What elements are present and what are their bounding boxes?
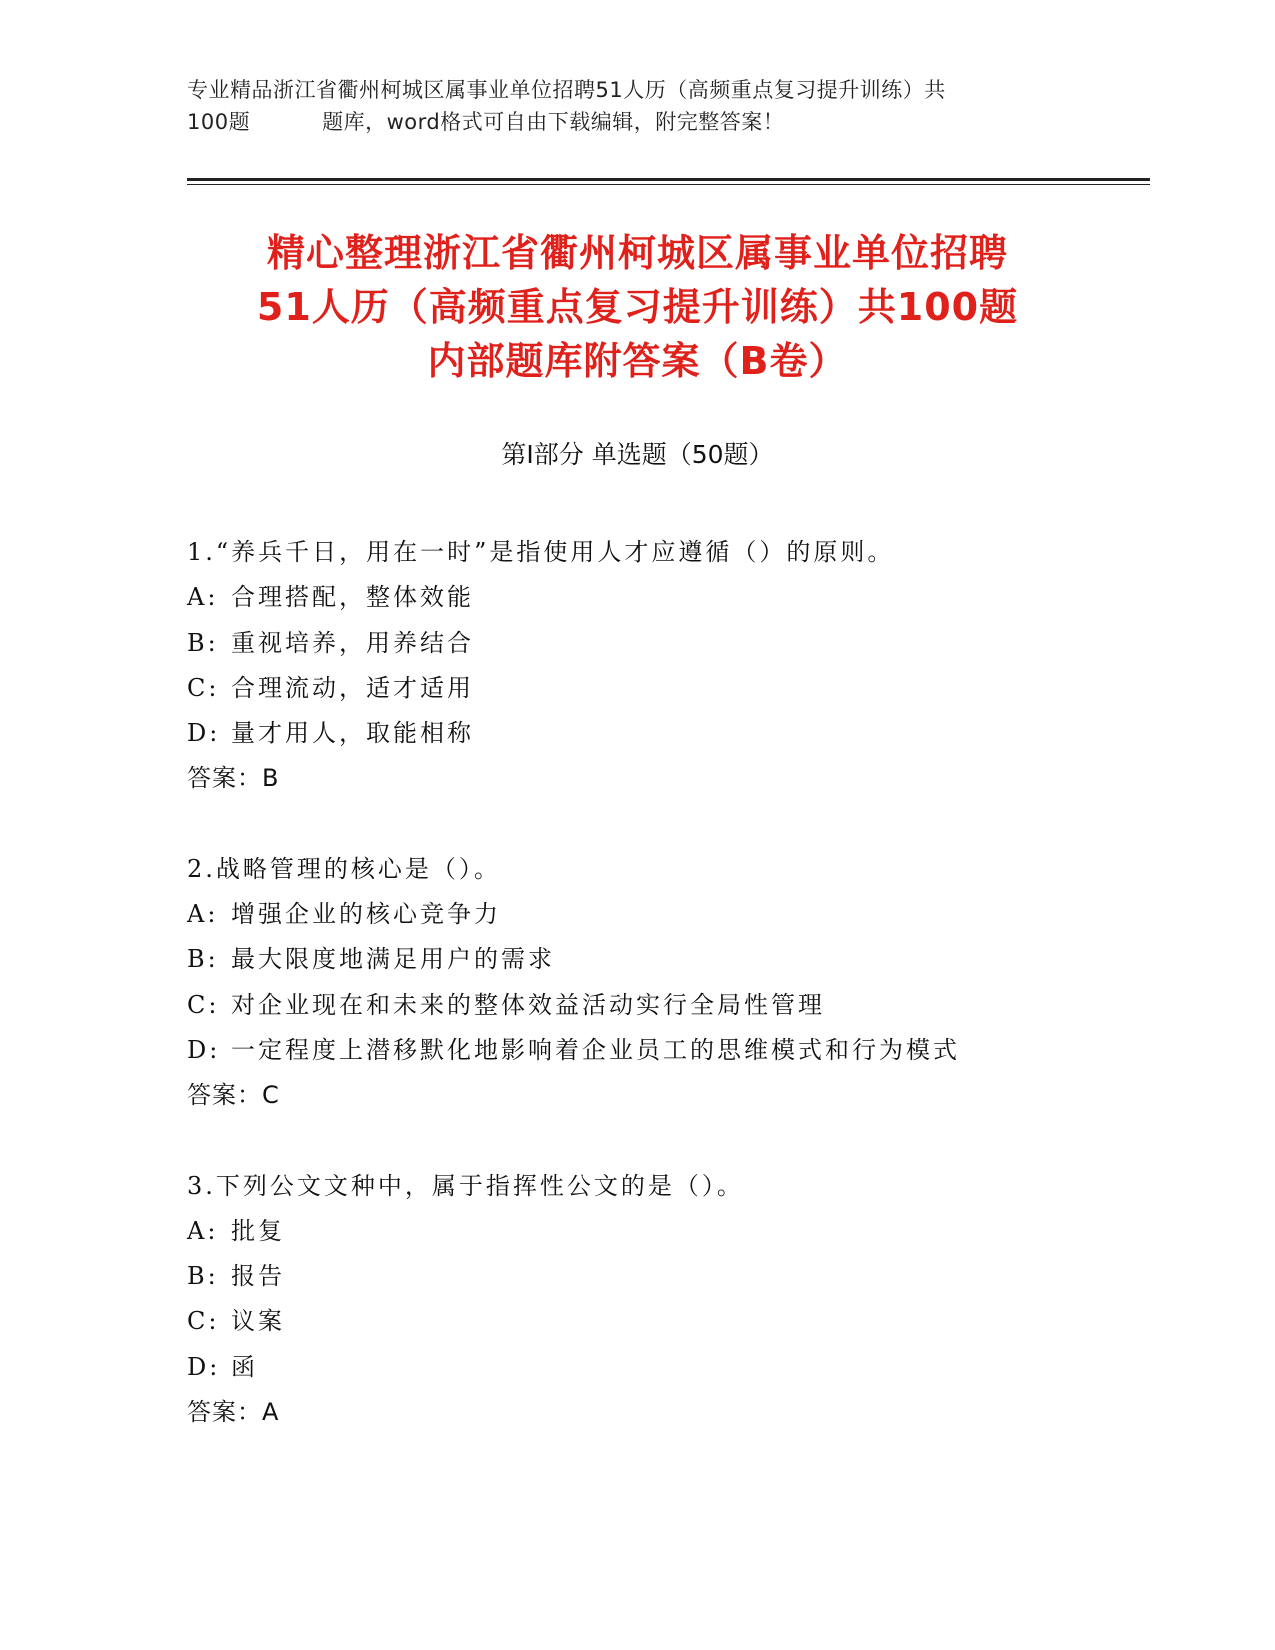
- option-c: [187, 1299, 1147, 1344]
- option-c: [187, 983, 1147, 1028]
- option-text: 增强企业的核心竞争力: [231, 900, 501, 929]
- option-text: 合理流动，适才适用: [231, 673, 474, 702]
- option-d: [187, 711, 1147, 756]
- question-2: [187, 847, 1147, 1119]
- option-key: D:: [187, 1352, 221, 1381]
- option-a: [187, 575, 1147, 620]
- option-c: [187, 666, 1147, 711]
- option-text: 最大限度地满足用户的需求: [231, 945, 555, 974]
- header-note: [187, 74, 1087, 138]
- answer: 答案：A: [187, 1398, 280, 1427]
- option-text: 批复: [231, 1216, 285, 1245]
- option-b: [187, 621, 1147, 666]
- question-3: [187, 1164, 1147, 1436]
- title-line-1: 精心整理浙江省衢州柯城区属事业单位招聘: [266, 231, 1008, 275]
- header-line2-right: 题库，word格式可自由下载编辑，附完整答案！: [322, 110, 785, 134]
- option-b: [187, 1254, 1147, 1299]
- option-d: [187, 1345, 1147, 1390]
- option-text: 一定程度上潜移默化地影响着企业员工的思维模式和行为模式: [231, 1035, 960, 1064]
- title-line-3: 内部题库附答案（B卷）: [427, 339, 848, 383]
- option-key: C:: [187, 673, 220, 702]
- option-key: C:: [187, 1307, 220, 1336]
- option-d: [187, 1028, 1147, 1073]
- header-line1: 专业精品浙江省衢州柯城区属事业单位招聘51人历（高频重点复习提升训练）共: [187, 78, 946, 102]
- option-text: 对企业现在和未来的整体效益活动实行全局性管理: [231, 990, 825, 1019]
- header-line2: [187, 106, 1087, 138]
- option-text: 量才用人，取能相称: [231, 719, 474, 748]
- question-stem: 3.下列公文文种中，属于指挥性公文的是（）。: [187, 1171, 744, 1200]
- option-key: A:: [187, 900, 219, 929]
- option-key: C:: [187, 990, 220, 1019]
- question-list: [187, 530, 1147, 1480]
- option-key: B:: [187, 1262, 219, 1291]
- option-text: 函: [231, 1352, 258, 1381]
- option-a: [187, 892, 1147, 937]
- header-line2-left: 100题: [187, 110, 251, 134]
- question-stem: 2.战略管理的核心是（）。: [187, 854, 501, 883]
- option-key: B:: [187, 628, 219, 657]
- option-text: 重视培养，用养结合: [231, 628, 474, 657]
- option-key: B:: [187, 945, 219, 974]
- option-text: 报告: [231, 1262, 285, 1291]
- option-text: 议案: [231, 1307, 285, 1336]
- header-divider-thick: [187, 178, 1150, 181]
- option-key: A:: [187, 583, 219, 612]
- answer: 答案：B: [187, 764, 280, 793]
- header-divider-thin: [187, 184, 1150, 185]
- option-key: D:: [187, 719, 221, 748]
- title-line-2: 51人历（高频重点复习提升训练）共100题: [256, 285, 1019, 329]
- answer: 答案：C: [187, 1081, 280, 1110]
- option-key: A:: [187, 1216, 219, 1245]
- question-1: [187, 530, 1147, 802]
- option-text: 合理搭配，整体效能: [231, 583, 474, 612]
- option-key: D:: [187, 1035, 221, 1064]
- option-a: [187, 1209, 1147, 1254]
- option-b: [187, 937, 1147, 982]
- document-title: [150, 226, 1125, 388]
- question-stem: 1.“养兵千日，用在一时”是指使用人才应遵循（）的原则。: [187, 538, 895, 566]
- section-title: 第Ⅰ部分 单选题（50题）: [501, 440, 774, 469]
